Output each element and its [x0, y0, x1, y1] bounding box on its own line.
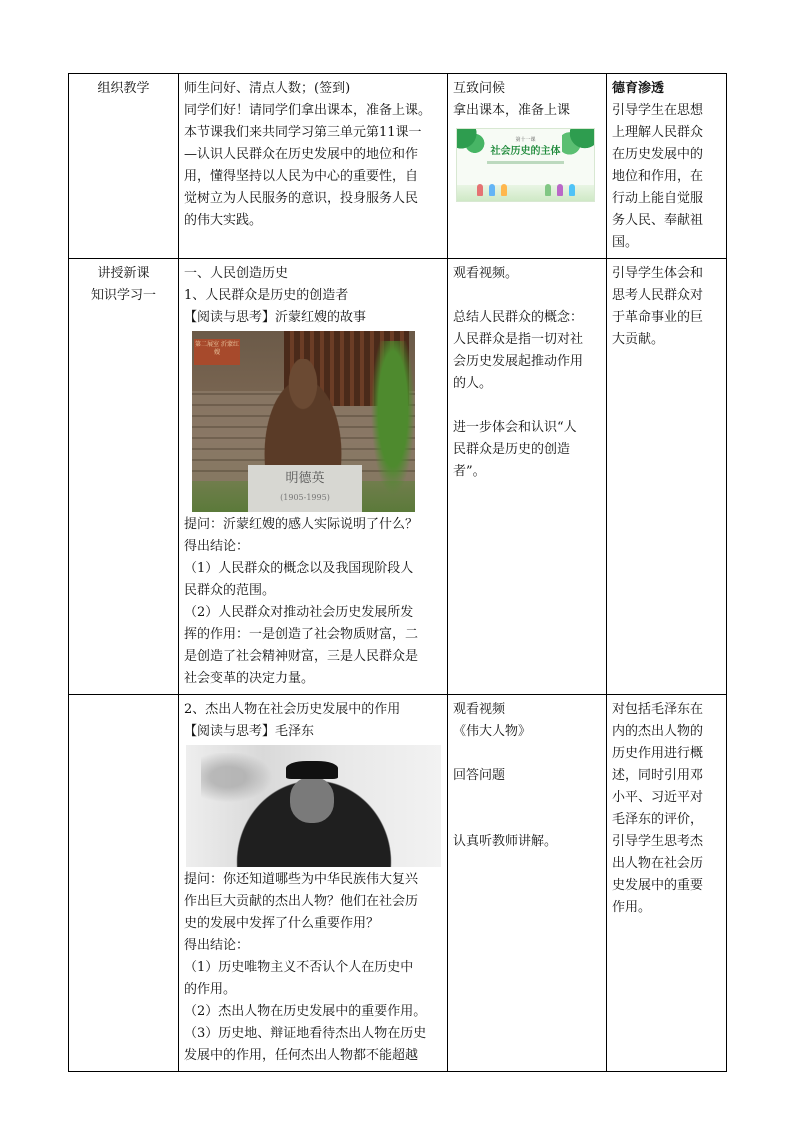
- text-line: 历史作用进行概: [612, 746, 704, 761]
- text-line: （3）历史地、辩证地看待杰出人物在历史: [184, 1026, 427, 1041]
- cell-design-intent: [607, 259, 727, 695]
- text-line: （1）历史唯物主义不否认个人在历史中: [184, 960, 414, 975]
- text-line: 用，懂得坚持以人民为中心的重要性，自: [184, 169, 419, 184]
- text-line: 得出结论：: [184, 938, 250, 953]
- cell-stage: [69, 74, 179, 259]
- child-figure: [545, 184, 551, 196]
- stage-label: 组织教学: [97, 81, 150, 96]
- text-line: 思考人民群众对: [612, 288, 704, 303]
- child-figure: [569, 184, 575, 196]
- text-line: 观看视频。: [453, 266, 519, 281]
- text-line: 引导学生在思想: [612, 103, 704, 118]
- cell-teacher-activity: [179, 695, 448, 1072]
- text-line: 提问：沂蒙红嫂的感人实际说明了什么？: [184, 517, 419, 532]
- child-figure: [501, 184, 507, 196]
- statue-dates: (1905-1995): [280, 493, 330, 502]
- text-line: 挥的作用：一是创造了社会物质财富，二: [184, 627, 419, 642]
- statue-photo: [192, 331, 415, 512]
- cell-teacher-activity: [179, 259, 448, 695]
- text-line: 上理解人民群众: [612, 125, 704, 140]
- row-new-lesson-2: [69, 695, 727, 1072]
- text-line: 作用。: [612, 900, 652, 915]
- text-line: 提问：你还知道哪些为中华民族伟大复兴: [184, 872, 419, 887]
- text-line: 得出结论：: [184, 539, 250, 554]
- cell-stage: [69, 259, 179, 695]
- text-line: 作出巨大贡献的杰出人物？他们在社会历: [184, 894, 419, 909]
- statue-name: 明德英: [285, 471, 325, 486]
- text-line: 互致问候: [453, 81, 506, 96]
- text-line: 会历史发展起推动作用: [453, 354, 584, 369]
- text-line: 者”。: [453, 464, 486, 479]
- text-line: 小平、习近平对: [612, 790, 704, 805]
- text-line: 人民群众是指一切对社: [453, 332, 584, 347]
- text-line: 师生问好、清点人数；(签到): [184, 81, 351, 96]
- text-line: 史的发展中发挥了什么重要作用？: [184, 916, 380, 931]
- text-line: 的人。: [453, 376, 493, 391]
- slide-thumbnail-image: [456, 128, 595, 202]
- text-line: （2）杰出人物在历史发展中的重要作用。: [184, 1004, 427, 1019]
- bronze-bust: [254, 359, 352, 471]
- row-organize-teaching: [69, 74, 727, 259]
- cell-design-intent: [607, 695, 727, 1072]
- text-line: 内的杰出人物的: [612, 724, 704, 739]
- text-line: 观看视频: [453, 702, 506, 717]
- text-line: 社会变革的决定力量。: [184, 671, 315, 686]
- child-figure: [557, 184, 563, 196]
- text-line: 拿出课本，准备上课: [453, 103, 571, 118]
- text-line: 在历史发展中的: [612, 147, 704, 162]
- text-line: 于革命事业的巨: [612, 310, 704, 325]
- cell-stage: [69, 695, 179, 1072]
- text-line: 大贡献。: [612, 332, 665, 347]
- text-line: 引导学生思考杰: [612, 834, 704, 849]
- child-figure: [489, 184, 495, 196]
- cell-teacher-activity: [179, 74, 448, 259]
- child-figure: [477, 184, 483, 196]
- cell-student-activity: [448, 74, 607, 259]
- slide-lesson-number: 第十一课: [515, 137, 536, 143]
- cap: [286, 761, 338, 779]
- text-line: —认识人民群众在历史发展中的地位和作: [184, 147, 419, 162]
- section-heading: 一、人民创造历史: [184, 266, 289, 281]
- text-line: 本节课我们来共同学习第三单元第11课一: [184, 125, 422, 140]
- text-line: （2）人民群众对推动社会历史发展所发: [184, 605, 414, 620]
- text-line: 对包括毛泽东在: [612, 702, 704, 717]
- text-line: 总结人民群众的概念：: [453, 310, 584, 325]
- text-line: 史发展中的重要: [612, 878, 704, 893]
- portrait-photo: [186, 745, 441, 867]
- text-line: （1）人民群众的概念以及我国现阶段人: [184, 561, 414, 576]
- cell-student-activity: [448, 259, 607, 695]
- text-line: 《伟大人物》: [453, 724, 532, 739]
- slide-title: 社会历史的主体: [490, 146, 561, 157]
- text-line: 回答问题: [453, 768, 506, 783]
- text-line: 同学们好！请同学们拿出课本，准备上课。: [184, 103, 432, 118]
- text-line: 国。: [612, 235, 639, 250]
- exhibit-plaque: 第二展室 沂蒙红嫂: [194, 339, 240, 365]
- text-line: 行动上能自觉服: [612, 191, 704, 206]
- text-line: 的作用。: [184, 982, 237, 997]
- text-line: 毛泽东的评价，: [612, 812, 704, 827]
- subsection-heading: 2、杰出人物在社会历史发展中的作用: [184, 702, 401, 717]
- text-line: 地位和作用，在: [612, 169, 704, 184]
- stage-label: 知识学习一: [90, 288, 156, 303]
- text-line: 觉树立为人民服务的意识，投身服务人民: [184, 191, 419, 206]
- reading-prompt: 【阅读与思考】毛泽东: [184, 724, 315, 739]
- text-line: 民群众的范围。: [184, 583, 276, 598]
- text-line: 认真听教师讲解。: [453, 834, 558, 849]
- row-new-lesson-1: [69, 259, 727, 695]
- face: [290, 777, 334, 823]
- design-intent-title: 德育渗透: [612, 81, 665, 96]
- subsection-heading: 1、人民群众是历史的创造者: [184, 288, 349, 303]
- text-line: 引导学生体会和: [612, 266, 704, 281]
- stage-label: 讲授新课: [97, 266, 150, 281]
- text-line: 务人民、奉献祖: [612, 213, 704, 228]
- cell-design-intent: [607, 74, 727, 259]
- cell-student-activity: [448, 695, 607, 1072]
- reading-prompt: 【阅读与思考】沂蒙红嫂的故事: [184, 310, 367, 325]
- statue-base: [248, 465, 362, 512]
- tree: [367, 341, 415, 511]
- text-line: 述，同时引用邓: [612, 768, 704, 783]
- text-line: 发展中的作用，任何杰出人物都不能超越: [184, 1048, 419, 1063]
- text-line: 进一步体会和认识“人: [453, 420, 577, 435]
- text-line: 民群众是历史的创造: [453, 442, 571, 457]
- text-line: 出人物在社会历: [612, 856, 704, 871]
- lesson-plan-table: [68, 73, 727, 1072]
- text-line: 的伟大实践。: [184, 213, 263, 228]
- text-line: 是创造了社会精神财富，三是人民群众是: [184, 649, 419, 664]
- slide-subtitle-bar: [487, 161, 564, 164]
